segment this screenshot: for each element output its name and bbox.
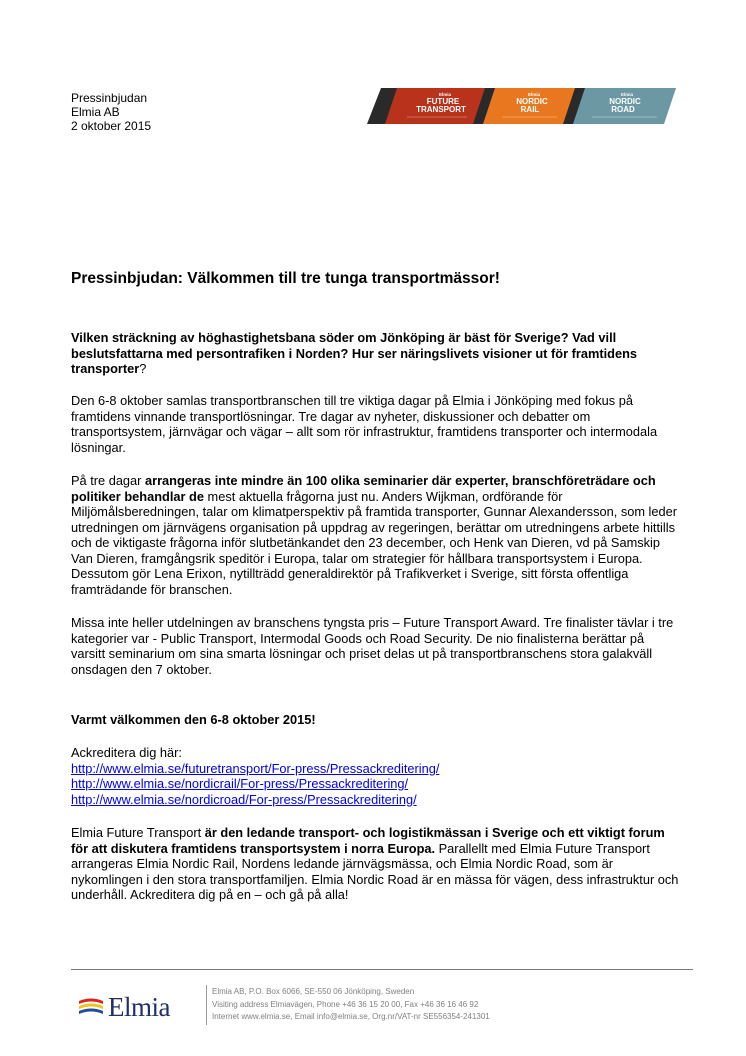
intro-paragraph — [71, 330, 681, 377]
elmia-highlight: är den ledande transport- och logistikmässan i Sverige och ett viktigt forum för att diskutera framtidens transportsystem i norra Europa. — [71, 825, 665, 856]
seminars-rest: mest aktuella frågorna just nu. Anders Wijkman, ordförande för Miljömålsberedningen, talar om klimatperspektiv på framtida transporter, Gunnar Alexandersson, som leder utredningen om järnvägens organisation på uppdrag av regeringen, berättar om utredningens arbete hittills och de viktigaste frågorna inför slutbetänkandet den 23 december, och Henk van Dieren, vd på Samskip Van Dieren, framgångsrik speditör i Europa, talar om strategier för hållbara transportsystem i Europa. Dessutom gör Lena Erixon, nytillträdd generaldirektör på Trafikverket i Sverige, sitt första offentliga framträdande för branschen. — [71, 488, 678, 597]
page-title: Pressinbjudan: Välkommen till tre tunga transportmässor! — [71, 270, 500, 287]
banner-nr-name1: NORDIC — [516, 97, 548, 106]
welcome-line: Varmt välkommen den 6-8 oktober 2015! — [71, 712, 316, 727]
event-banner — [367, 88, 676, 124]
paragraph-event: Den 6-8 oktober samlas transportbranschen till tre viktiga dagar på Elmia i Jönköping med fokus på framtidens vinnande transportlösningar. Tre dagar av nyheter, diskussioner och debatter om transportsystem, järnvägar och vägar – allt som rör infrastruktur, framtidens transporter och intermodala lösningar. — [71, 393, 658, 455]
elmia-rest: Parallellt med Elmia Future Transport arrangeras Elmia Nordic Rail, Nordens ledande järnvägsmässa, och Elmia Nordic Road, som är nykomlingen i den stora transportfamiljen. Elmia Nordic Road är en mässa för vägen, dess infrastruktur och underhåll. Ackreditera dig på en – och gå på alla! — [71, 840, 679, 902]
banner-nro-top: Elmia — [620, 92, 634, 97]
paragraph-seminars — [71, 473, 681, 597]
doc-type: Pressinbjudan — [71, 91, 148, 105]
banner-nr-top: Elmia — [527, 92, 541, 97]
elmia-lead: Elmia Future Transport — [71, 825, 205, 840]
seminars-highlight: arrangeras inte mindre än 100 olika seminarier där experter, branschföreträdare och politiker behandlar de — [71, 473, 656, 504]
banner-ft-top: Elmia — [438, 92, 452, 97]
footer-address: Elmia AB, P.O. Box 6066, SE-550 06 Jönköping, Sweden — [212, 987, 415, 996]
seminars-lead: På tre dagar — [71, 473, 145, 488]
banner-ft-name2: TRANSPORT — [416, 105, 466, 114]
link-nordic-road[interactable]: http://www.elmia.se/nordicroad/For-press/Pressackreditering/ — [71, 791, 417, 807]
link-nordic-rail[interactable]: http://www.elmia.se/nordicrail/For-press/Pressackreditering/ — [71, 776, 409, 791]
link-future-transport[interactable]: http://www.elmia.se/futuretransport/For-press/Pressackreditering/ — [71, 760, 440, 776]
footer-internet: Internet www.elmia.se, Email info@elmia.se, Org.nr/VAT-nr SE556354-241301 — [212, 1012, 490, 1021]
paragraph-award: Missa inte heller utdelningen av branschens tyngsta pris – Future Transport Award. Tre finalister tävlar i tre kategorier var - Public Transport, Intermodal Goods och Road Security. De nio finalisterna berättar på varsitt seminarium om sina smarta lösningar och priset delas ut på transportbranschens stora galakväll onsdagen den 7 oktober. — [71, 615, 674, 677]
banner-nr-name2: RAIL — [520, 105, 540, 114]
banner-nro-name2: ROAD — [611, 105, 635, 114]
intro-question: Vilken sträckning av höghastighetsbana söder om Jönköping är bäst för Sverige? Vad vill beslutsfattarna med persontrafiken i Norden? Hur ser näringslivets visioner ut för framtidens transporter — [71, 330, 638, 376]
doc-date: 2 oktober 2015 — [71, 119, 152, 133]
company-name: Elmia AB — [71, 105, 120, 119]
footer-divider — [71, 969, 693, 970]
elmia-logo-icon — [78, 996, 104, 1018]
paragraph-elmia — [71, 825, 681, 903]
header-meta — [71, 91, 151, 133]
elmia-logo — [78, 992, 170, 1022]
banner-nro-name1: NORDIC — [609, 97, 641, 106]
footer-contact — [212, 986, 490, 1024]
banner-ft-name1: FUTURE — [426, 97, 460, 106]
intro-end: ? — [139, 361, 147, 376]
accreditation-label: Ackreditera dig här: — [71, 745, 182, 760]
footer-phone: Visiting address Elmiavägen, Phone +46 36 15 20 00, Fax +46 36 16 46 92 — [212, 999, 479, 1009]
elmia-logo-text: Elmia — [108, 991, 170, 1022]
accreditation-block — [71, 745, 681, 807]
footer-separator — [206, 985, 207, 1025]
